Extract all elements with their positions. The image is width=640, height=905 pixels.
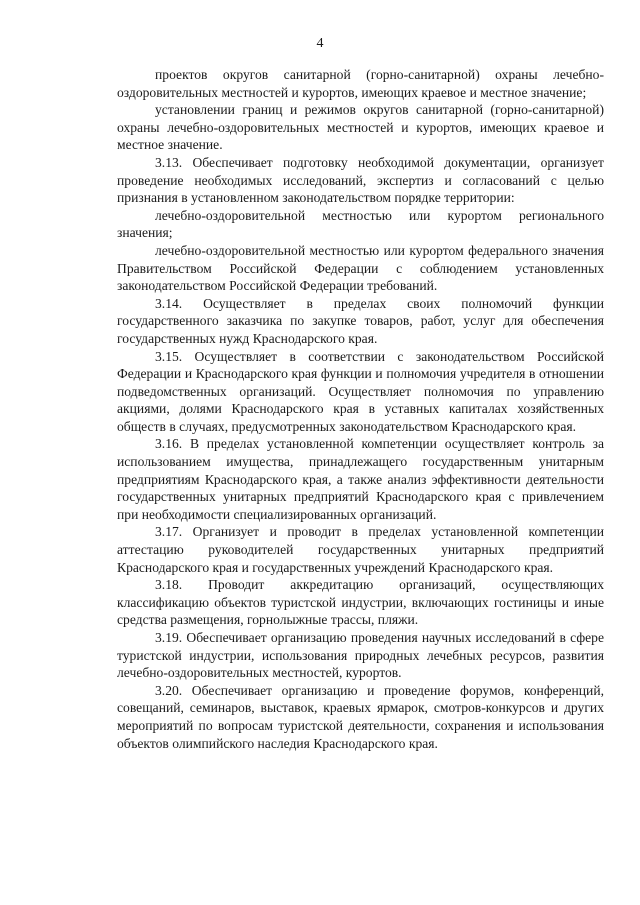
paragraph: 3.20. Обеспечивает организацию и проведение форумов, конференций, совещаний, семинаров, выставок, краевых ярмарок, смотров-конкурсов и других мероприятий по вопросам туристской деятельности, сохранения и использования объектов олимпийского наследия Краснодарского края. <box>117 682 604 751</box>
paragraph: лечебно-оздоровительной местностью или курортом регионального значения; <box>117 207 604 241</box>
paragraph: 3.16. В пределах установленной компетенции осуществляет контроль за использованием имущества, принадлежащего государственным унитарным предприятиям Краснодарского края, а также анализ эффективности деятельности государственных унитарных предприятий Краснодарского края с привлечением при необходимости специализированных организаций. <box>117 436 604 522</box>
paragraph: лечебно-оздоровительной местностью или курортом федерального значения Правительством Российской Федерации с соблюдением установленных законодательством Российской Федерации требований. <box>117 242 604 294</box>
document-body <box>117 66 604 752</box>
paragraph: 3.15. Осуществляет в соответствии с законодательством Российской Федерации и Краснодарского края функции и полномочия учредителя в отношении подведомственных организаций. Осуществляет полномочия по управлению акциями, долями Краснодарского края в уставных капиталах хозяйственных обществ в случаях, предусмотренных законодательством Краснодарского края. <box>117 348 604 434</box>
paragraph: проектов округов санитарной (горно-санитарной) охраны лечебно-оздоровительных местностей и курортов, имеющих краевое и местное значение; <box>117 67 604 100</box>
paragraph: 3.19. Обеспечивает организацию проведения научных исследований в сфере туристской индустрии, использования природных лечебных ресурсов, развития лечебно-оздоровительных местностей, курортов. <box>117 630 604 681</box>
paragraph: 3.13. Обеспечивает подготовку необходимой документации, организует проведение необходимых исследований, экспертиз и согласований с целью признания в установленном законодательством порядке территории: <box>117 154 604 206</box>
paragraph: 3.17. Организует и проводит в пределах установленной компетенции аттестацию руководителей государственных унитарных предприятий Краснодарского края и государственных учреждений Краснодарского края. <box>117 524 604 575</box>
paragraph: 3.14. Осуществляет в пределах своих полномочий функции государственного заказчика по закупке товаров, работ, услуг для обеспечения государственных нужд Краснодарского края. <box>117 295 604 346</box>
paragraph: 3.18. Проводит аккредитацию организаций, осуществляющих классификацию объектов туристской индустрии, включающих гостиницы и иные средства размещения, горнолыжные трассы, пляжи. <box>117 577 604 628</box>
paragraph: установлении границ и режимов округов санитарной (горно-санитарной) охраны лечебно-оздоровительных местностей и курортов, имеющих краевое и местное значение. <box>117 102 604 153</box>
page-number: 4 <box>316 36 324 51</box>
